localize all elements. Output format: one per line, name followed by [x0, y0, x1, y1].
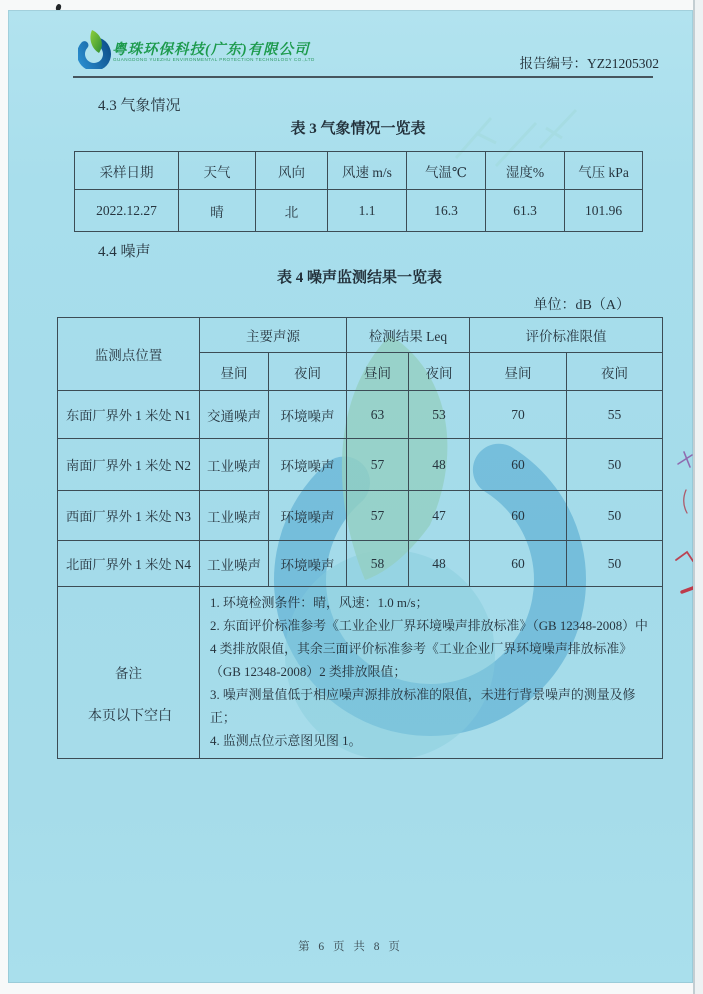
weather-cell: 101.96	[565, 190, 643, 232]
noise-cell: 57	[347, 491, 409, 541]
noise-cell: 环境噪声	[269, 391, 347, 439]
remarks-row	[58, 587, 663, 759]
noise-cell: 环境噪声	[269, 491, 347, 541]
noise-cell: 交通噪声	[200, 391, 269, 439]
weather-cell: 61.3	[486, 190, 565, 232]
weather-col-header: 气压 kPa	[565, 152, 643, 190]
remark-line: 4. 监测点位示意图见图 1。	[210, 733, 362, 748]
noise-cell: 50	[567, 491, 663, 541]
monitoring-point: 北面厂界外 1 米处 N4	[58, 541, 200, 587]
weather-col-header: 风向	[256, 152, 328, 190]
company-name: 粤珠环保科技(广东)有限公司	[112, 42, 310, 58]
noise-group-header-row	[58, 318, 663, 353]
noise-cell: 48	[409, 439, 470, 491]
weather-col-header: 天气	[179, 152, 256, 190]
weather-cell: 1.1	[328, 190, 407, 232]
weather-cell: 晴	[179, 190, 256, 232]
noise-data-row	[58, 541, 663, 587]
scan-right-edge	[693, 0, 703, 994]
noise-cell: 58	[347, 541, 409, 587]
noise-cell: 60	[470, 439, 567, 491]
noise-cell: 工业噪声	[200, 439, 269, 491]
noise-cell: 环境噪声	[269, 541, 347, 587]
noise-col-location-header: 监测点位置	[58, 318, 200, 391]
noise-cell: 53	[409, 391, 470, 439]
noise-sub-header: 昼间	[347, 353, 409, 391]
noise-sub-header: 昼间	[200, 353, 269, 391]
weather-col-header: 湿度%	[486, 152, 565, 190]
weather-header-row	[75, 152, 643, 190]
section-4-3-heading: 4.3 气象情况	[98, 98, 181, 114]
weather-cell: 16.3	[407, 190, 486, 232]
noise-sub-header: 昼间	[470, 353, 567, 391]
noise-sub-header: 夜间	[567, 353, 663, 391]
report-page	[8, 10, 693, 983]
noise-group-header: 主要声源	[200, 318, 347, 353]
noise-cell: 60	[470, 541, 567, 587]
weather-col-header: 采样日期	[75, 152, 179, 190]
weather-cell: 北	[256, 190, 328, 232]
noise-cell: 60	[470, 491, 567, 541]
blank-below-note: 本页以下空白	[88, 709, 172, 724]
weather-table	[74, 151, 643, 232]
table3-caption: 表 3 气象情况一览表	[290, 121, 426, 137]
remark-line: 3. 噪声测量值低于相应噪声源排放标准的限值，未进行背景噪声的测量及修正；	[210, 687, 636, 725]
unit-label: 单位：dB（A）	[533, 298, 630, 313]
noise-cell: 50	[567, 439, 663, 491]
noise-cell: 63	[347, 391, 409, 439]
weather-col-header: 风速 m/s	[328, 152, 407, 190]
page-number: 第 6 页 共 8 页	[298, 941, 403, 953]
noise-data-row	[58, 391, 663, 439]
noise-data-row	[58, 491, 663, 541]
company-logo	[78, 29, 112, 69]
section-4-4-heading: 4.4 噪声	[98, 244, 151, 260]
weather-cell: 2022.12.27	[75, 190, 179, 232]
noise-cell: 47	[409, 491, 470, 541]
weather-data-row	[75, 190, 643, 232]
noise-table	[57, 317, 663, 759]
noise-cell: 工业噪声	[200, 541, 269, 587]
noise-cell: 环境噪声	[269, 439, 347, 491]
noise-cell: 55	[567, 391, 663, 439]
report-number: 报告编号：YZ21205302	[519, 56, 659, 71]
monitoring-point: 西面厂界外 1 米处 N3	[58, 491, 200, 541]
noise-sub-header: 夜间	[409, 353, 470, 391]
noise-cell: 48	[409, 541, 470, 587]
noise-cell: 57	[347, 439, 409, 491]
noise-cell: 工业噪声	[200, 491, 269, 541]
noise-cell: 50	[567, 541, 663, 587]
noise-group-header: 评价标准限值	[470, 318, 663, 353]
weather-col-header: 气温℃	[407, 152, 486, 190]
remark-line: 2. 东面评价标准参考《工业企业厂界环境噪声排放标准》（GB 12348-2008）中 4 类排放限值，其余三面评价标准参考《工业企业厂界环境噪声排放标准》（GB 12348-2008）2 类排放限值；	[210, 618, 648, 679]
noise-group-header: 检测结果 Leq	[347, 318, 470, 353]
table4-caption: 表 4 噪声监测结果一览表	[276, 270, 442, 286]
remark-line: 1. 环境检测条件：晴，风速：1.0 m/s；	[210, 596, 429, 610]
header-divider	[73, 76, 653, 78]
noise-data-row	[58, 439, 663, 491]
noise-sub-header: 夜间	[269, 353, 347, 391]
monitoring-point: 南面厂界外 1 米处 N2	[58, 439, 200, 491]
remarks-label: 备注	[58, 587, 200, 759]
remarks-content	[200, 587, 663, 759]
company-name-en: GUANGDONG YUEZHU ENVIRONMENTAL PROTECTION TECHNOLOGY CO.,LTD	[113, 57, 315, 62]
monitoring-point: 东面厂界外 1 米处 N1	[58, 391, 200, 439]
noise-cell: 70	[470, 391, 567, 439]
